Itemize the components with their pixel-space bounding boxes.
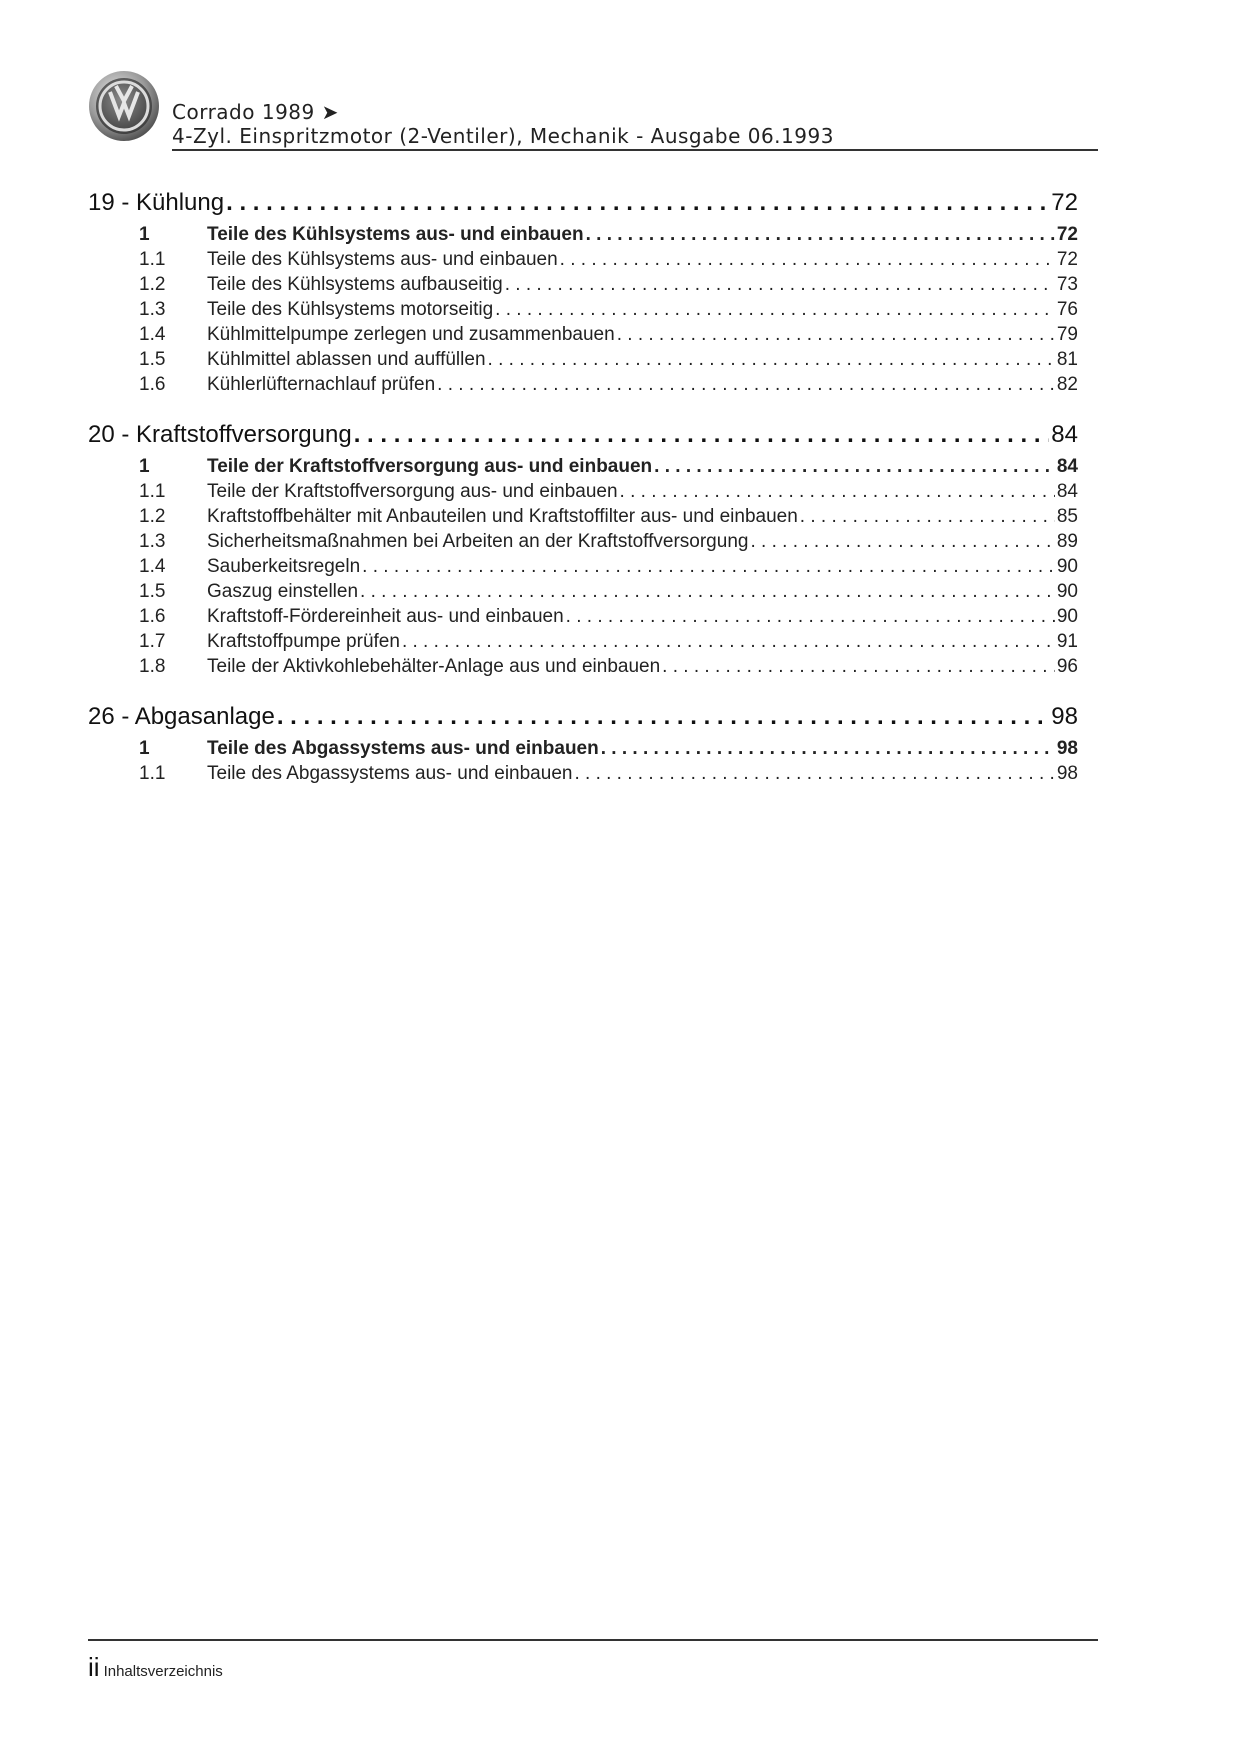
table-of-contents xyxy=(88,188,1078,809)
toc-entry-number: 1.8 xyxy=(139,656,166,677)
toc-entry[interactable] xyxy=(88,604,1078,629)
page-footer xyxy=(88,1652,223,1683)
toc-chapter-title: 20 - Kraftstoffversorgung xyxy=(88,421,352,448)
toc-entry-page: 72 xyxy=(1056,249,1078,270)
toc-entry[interactable] xyxy=(88,479,1078,504)
toc-entry-page: 98 xyxy=(1056,738,1078,759)
toc-dot-leader xyxy=(662,654,1055,679)
toc-entry-page: 89 xyxy=(1056,531,1078,552)
toc-entry-number: 1.3 xyxy=(139,531,166,552)
toc-entry-number: 1.6 xyxy=(139,374,166,395)
toc-dot-leader xyxy=(601,736,1055,761)
toc-entry-title: Kühlmittel ablassen und auffüllen xyxy=(207,349,486,370)
toc-entry[interactable] xyxy=(88,529,1078,554)
toc-dot-leader xyxy=(620,479,1055,504)
toc-dot-leader xyxy=(505,272,1055,297)
toc-entry-title: Kraftstoffbehälter mit Anbauteilen und Kraftstoffilter aus- und einbauen xyxy=(207,506,798,527)
toc-entry-number: 1 xyxy=(139,738,150,759)
toc-dot-leader xyxy=(226,188,1049,218)
toc-entry-page: 84 xyxy=(1056,456,1078,477)
toc-chapter-page: 98 xyxy=(1051,703,1078,730)
toc-entry[interactable] xyxy=(88,297,1078,322)
footer-label: Inhaltsverzeichnis xyxy=(103,1663,223,1680)
toc-entry-title: Kraftstoffpumpe prüfen xyxy=(207,631,400,652)
toc-entry-number: 1 xyxy=(139,224,150,245)
toc-chapter-heading[interactable] xyxy=(88,702,1078,732)
toc-entry[interactable] xyxy=(88,247,1078,272)
toc-entry-title: Teile des Abgassystems aus- und einbauen xyxy=(207,738,599,759)
toc-entry-number: 1.1 xyxy=(139,763,166,784)
toc-chapter-heading[interactable] xyxy=(88,420,1078,450)
toc-entry[interactable] xyxy=(88,554,1078,579)
toc-dot-leader xyxy=(586,222,1055,247)
footer-page-number: ii xyxy=(88,1652,100,1682)
toc-entry-number: 1.7 xyxy=(139,631,166,652)
toc-dot-leader xyxy=(277,702,1049,732)
toc-entry-page: 72 xyxy=(1056,224,1078,245)
header-text xyxy=(172,100,834,148)
toc-entry-title: Kühlmittelpumpe zerlegen und zusammenbauen xyxy=(207,324,615,345)
toc-dot-leader xyxy=(560,247,1055,272)
toc-dot-leader xyxy=(360,579,1055,604)
page-header xyxy=(88,70,1098,152)
toc-entry-page: 79 xyxy=(1056,324,1078,345)
toc-chapter-block xyxy=(88,420,1078,679)
footer-divider xyxy=(88,1639,1098,1641)
header-subtitle: 4-Zyl. Einspritzmotor (2-Ventiler), Mechanik - Ausgabe 06.1993 xyxy=(172,124,834,148)
toc-entry-number: 1.1 xyxy=(139,249,166,270)
toc-entry[interactable] xyxy=(88,372,1078,397)
toc-chapter-block xyxy=(88,188,1078,397)
toc-entry-title: Teile des Abgassystems aus- und einbauen xyxy=(207,763,573,784)
toc-entry-page: 96 xyxy=(1056,656,1078,677)
toc-dot-leader xyxy=(437,372,1055,397)
toc-dot-leader xyxy=(488,347,1055,372)
toc-entry[interactable] xyxy=(88,272,1078,297)
toc-dot-leader xyxy=(617,322,1055,347)
toc-entry-number: 1.4 xyxy=(139,556,166,577)
toc-entry-number: 1.1 xyxy=(139,481,166,502)
toc-entry-page: 85 xyxy=(1056,506,1078,527)
toc-dot-leader xyxy=(750,529,1054,554)
toc-chapter-title: 19 - Kühlung xyxy=(88,189,225,216)
toc-entry-page: 98 xyxy=(1056,763,1078,784)
toc-entry-page: 91 xyxy=(1056,631,1078,652)
toc-entry[interactable] xyxy=(88,761,1078,786)
toc-dot-leader xyxy=(354,420,1050,450)
toc-entry-number: 1.3 xyxy=(139,299,166,320)
toc-chapter-page: 84 xyxy=(1051,421,1078,448)
toc-entry[interactable] xyxy=(88,222,1078,247)
toc-entry-page: 81 xyxy=(1056,349,1078,370)
toc-dot-leader xyxy=(362,554,1055,579)
toc-entry[interactable] xyxy=(88,504,1078,529)
toc-entry[interactable] xyxy=(88,322,1078,347)
toc-entry-number: 1.5 xyxy=(139,581,166,602)
toc-entry[interactable] xyxy=(88,347,1078,372)
toc-entry-title: Teile des Kühlsystems aus- und einbauen xyxy=(207,224,584,245)
toc-entry-number: 1.6 xyxy=(139,606,166,627)
toc-entry-title: Kühlerlüfternachlauf prüfen xyxy=(207,374,436,395)
toc-dot-leader xyxy=(495,297,1055,322)
header-divider xyxy=(172,149,1098,151)
toc-entry-title: Teile des Kühlsystems aufbauseitig xyxy=(207,274,503,295)
toc-entry-number: 1.2 xyxy=(139,274,166,295)
toc-entry-title: Kraftstoff-Fördereinheit aus- und einbauen xyxy=(207,606,564,627)
toc-entry[interactable] xyxy=(88,736,1078,761)
toc-entry-page: 76 xyxy=(1056,299,1078,320)
toc-entry-title: Gaszug einstellen xyxy=(207,581,359,602)
toc-dot-leader xyxy=(654,454,1055,479)
toc-entry-title: Teile des Kühlsystems motorseitig xyxy=(207,299,494,320)
toc-entry[interactable] xyxy=(88,654,1078,679)
toc-chapter-heading[interactable] xyxy=(88,188,1078,218)
vw-logo-icon xyxy=(88,70,160,142)
toc-entry-title: Teile des Kühlsystems aus- und einbauen xyxy=(207,249,558,270)
toc-entry-number: 1 xyxy=(139,456,150,477)
toc-entry[interactable] xyxy=(88,579,1078,604)
toc-entry[interactable] xyxy=(88,454,1078,479)
toc-chapter-page: 72 xyxy=(1051,189,1078,216)
toc-entry-page: 82 xyxy=(1056,374,1078,395)
toc-chapter-title: 26 - Abgasanlage xyxy=(88,703,275,730)
toc-entry-page: 90 xyxy=(1056,606,1078,627)
toc-entry-number: 1.2 xyxy=(139,506,166,527)
toc-entry-page: 90 xyxy=(1056,581,1078,602)
toc-entry-title: Sauberkeitsregeln xyxy=(207,556,361,577)
toc-entry-number: 1.5 xyxy=(139,349,166,370)
toc-dot-leader xyxy=(574,761,1054,786)
toc-entry-page: 73 xyxy=(1056,274,1078,295)
toc-entry-title: Teile der Kraftstoffversorgung aus- und einbauen xyxy=(207,456,653,477)
toc-entry-number: 1.4 xyxy=(139,324,166,345)
toc-entry-page: 90 xyxy=(1056,556,1078,577)
toc-entry[interactable] xyxy=(88,629,1078,654)
header-model: Corrado 1989 ➤ xyxy=(172,100,339,124)
toc-dot-leader xyxy=(402,629,1055,654)
toc-entry-title: Sicherheitsmaßnahmen bei Arbeiten an der Kraftstoffversorgung xyxy=(207,531,749,552)
toc-entry-title: Teile der Aktivkohlebehälter-Anlage aus und einbauen xyxy=(207,656,661,677)
toc-dot-leader xyxy=(566,604,1055,629)
toc-chapter-block xyxy=(88,702,1078,786)
toc-dot-leader xyxy=(800,504,1055,529)
toc-entry-title: Teile der Kraftstoffversorgung aus- und einbauen xyxy=(207,481,618,502)
toc-entry-page: 84 xyxy=(1056,481,1078,502)
